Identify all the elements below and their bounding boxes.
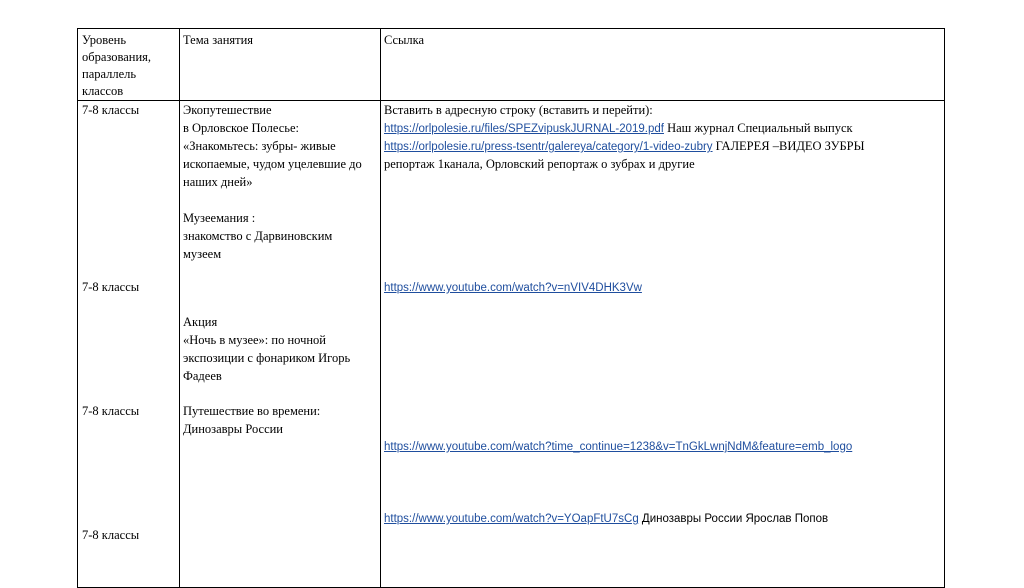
header-level-line-2: образования, [82, 50, 152, 64]
night-topic-line-2: «Ночь в музее»: по ночной [183, 333, 326, 347]
youtube-link-3[interactable]: https://www.youtube.com/watch?v=YOapFtU7sCg [384, 513, 639, 525]
youtube-link-2[interactable]: https://www.youtube.com/watch?time_continue=1238&v=TnGkLwnjNdM&feature=emb_logo [384, 441, 853, 453]
row-1-topic-line-1: Экопутешествие [183, 103, 272, 117]
row-1-instruction: Вставить в адресную строку (вставить и перейти): [384, 103, 653, 117]
row-3-level: 7-8 классы [82, 404, 140, 418]
column-divider-2 [380, 29, 381, 587]
youtube-link-3-note: Динозавры России Ярослав Попов [638, 513, 829, 525]
header-link: Ссылка [384, 33, 425, 47]
gallery-link[interactable]: https://orlpolesie.ru/press-tsentr/galereya/category/1-video-zubry [384, 141, 713, 153]
row-1-topic-line-5: наших дней» [183, 175, 253, 189]
column-divider-1 [179, 29, 180, 587]
museum-topic-line-1: Музеемания : [183, 211, 256, 225]
row-4-level: 7-8 классы [82, 528, 140, 542]
row-2-link-line [384, 279, 642, 298]
header-divider [78, 100, 944, 101]
row-3-link-line [384, 438, 852, 457]
row-1-link-line-1 [384, 120, 853, 139]
museum-topic-line-2: знакомство с Дарвиновским [183, 229, 333, 243]
lesson-table [77, 28, 945, 588]
header-level-line-4: классов [82, 84, 124, 98]
row-1-topic-line-3: «Знакомьтесь: зубры- живые [183, 139, 336, 153]
row-4-link-line [384, 510, 828, 529]
row-1-link-line-2 [384, 138, 865, 157]
header-level-line-1: Уровень [82, 33, 127, 47]
youtube-link-1[interactable]: https://www.youtube.com/watch?v=nVIV4DHK3Vw [384, 282, 642, 294]
row-2-level: 7-8 классы [82, 280, 140, 294]
journal-link[interactable]: https://orlpolesie.ru/files/SPEZvipuskJURNAL-2019.pdf [384, 123, 664, 135]
header-topic: Тема занятия [183, 33, 254, 47]
dino-topic-line-1: Путешествие во времени: [183, 404, 321, 418]
museum-topic-line-3: музеем [183, 247, 222, 261]
dino-topic-line-2: Динозавры России [183, 422, 283, 436]
row-1-note-line-3: репортаж 1канала, Орловский репортаж о зубрах и другие [384, 157, 695, 171]
night-topic-line-3: экспозиции с фонариком Игорь [183, 351, 351, 365]
night-topic-line-1: Акция [183, 315, 218, 329]
night-topic-line-4: Фадеев [183, 369, 222, 383]
row-1-topic-line-2: в Орловское Полесье: [183, 121, 299, 135]
row-1-level: 7-8 классы [82, 103, 140, 117]
gallery-link-note: ГАЛЕРЕЯ –ВИДЕО ЗУБРЫ [712, 139, 865, 153]
header-level-line-3: параллель [82, 67, 137, 81]
row-1-topic-line-4: ископаемые, чудом уцелевшие до [183, 157, 362, 171]
journal-link-note: Наш журнал Специальный выпуск [663, 121, 853, 135]
